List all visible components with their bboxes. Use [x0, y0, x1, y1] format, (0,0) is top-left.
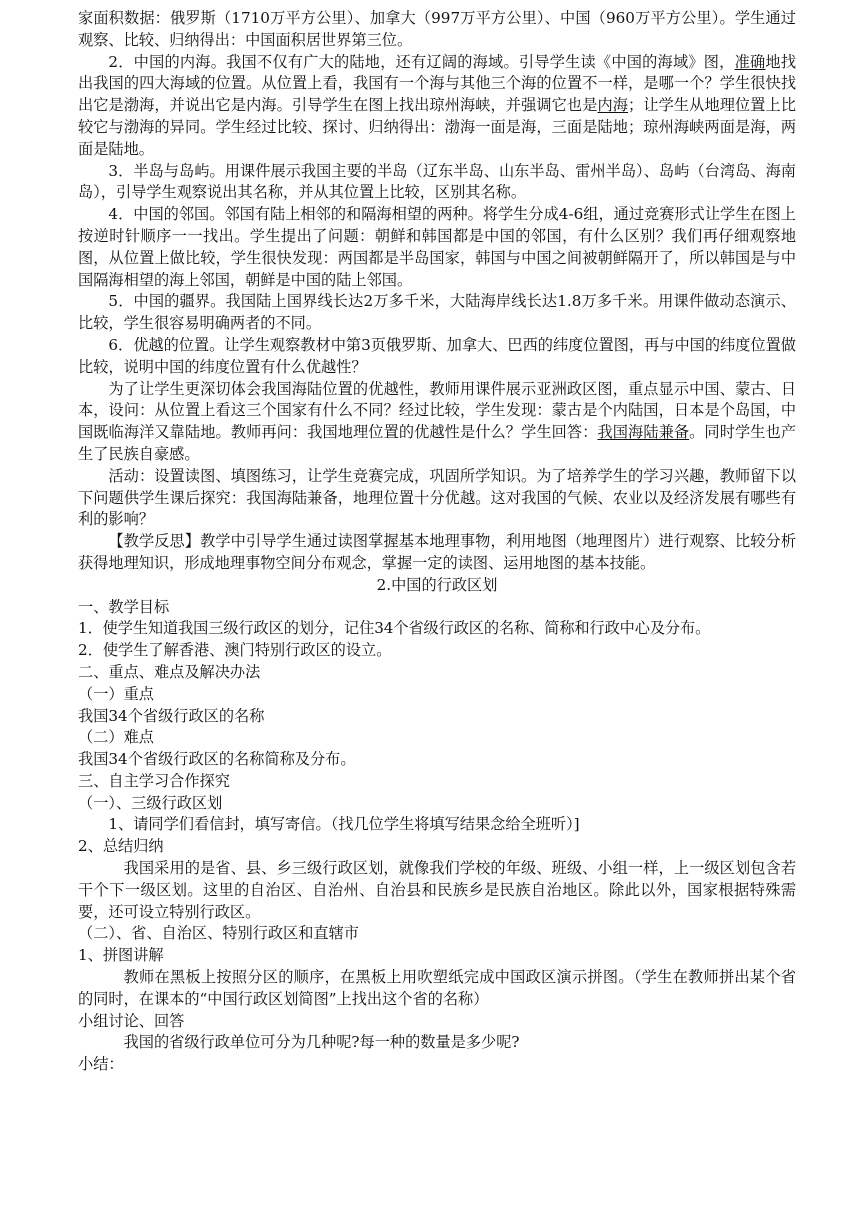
text-span: 地找出我国的四大海域的位置。从位置上看，我国有一个海与其他三个海的位置不一样，是哪一个？学生很快找出它是渤海，并说出它是内海。引导学生在图上找出琼州海峡，并强调它也是 [78, 52, 797, 115]
goal-2: 2．使学生了解香港、澳门特别行政区的设立。 [78, 641, 392, 660]
text-span: 为了让学生更深切体会我国海陆位置的优越性，教师用课件展示亚洲政区图，重点显示中国、蒙古、日本，设问：从位置上看这三个国家有什么不同？经过比较，学生发现：蒙古是个内陆国，日本是个岛国，中国既临海洋又靠陆地。教师再问：我国地理位置的优越性是什么？学生回答： [78, 379, 796, 442]
key-text: 我国34个省级行政区的名称 [78, 706, 265, 725]
step-envelope: 1、请同学们看信封，填写寄信。（找几位学生将填写结果念给全班听）] [108, 815, 580, 834]
step-puzzle-text: 教师在黑板上按照分区的顺序，在黑板上用吹塑纸完成中国政区演示拼图。（学生在教师拼出某个省的同时，在课本的“中国行政区划简图”上找出这个省的名称） [78, 968, 796, 1008]
text-span: 。同时学生也产生了民族自豪感。 [78, 423, 797, 463]
goal-1: 1．使学生知道我国三级行政区的划分，记住34个省级行政区的名称、简称和行政中心及分布。 [78, 619, 711, 638]
subheading-difficulty: （二）难点 [78, 728, 154, 747]
step-summary-text: 我国采用的是省、县、乡三级行政区划，就像我们学校的年级、班级、小组一样，上一级区划包含若干个下一级区划。这里的自治区、自治州、自治县和民族乡是民族自治地区。除此以外，国家根据特殊需要，还可设立特别行政区。 [78, 859, 796, 921]
section-title: 2.中国的行政区划 [376, 575, 498, 594]
paragraph-borders: 5．中国的疆界。我国陆上国界线长达2万多千米，大陆海岸线长达1.8万多千米。用课件做动态演示、比较，学生很容易明确两者的不同。 [78, 292, 796, 333]
text-span: ；让学生从地理位置上比较它与渤海的异同。学生经过比较、探讨、归纳得出：渤海一面是海，三面是陆地；琼州海峡两面是海，两面是陆地。 [78, 96, 797, 158]
heading-inquiry: 三、自主学习合作探究 [78, 771, 230, 790]
heading-key-points: 二、重点、难点及解决办法 [78, 662, 261, 681]
subheading-three-levels: （一）、三级行政区划 [78, 793, 223, 812]
underlined-text: 我国海陆兼备 [597, 423, 690, 442]
underlined-text: 内海 [597, 96, 629, 115]
paragraph-neighbors: 4．中国的邻国。邻国有陆上相邻的和隔海相望的两种。将学生分成4-6组，通过竞赛形式让学生在图上按逆时针顺序一一找出。学生提出了问题：朝鲜和韩国都是中国的邻国，有什么区别？我们再仔细观察地图，从位置上做比较，学生很快发现：两国都是半岛国家，韩国与中国之间被朝鲜隔开了，所以韩国是与中国隔海相望的海上邻国，朝鲜是中国的陆上邻国。 [78, 205, 796, 289]
subheading-provinces: （二）、省、自治区、特别行政区和直辖市 [78, 924, 359, 943]
discussion-text: 我国的省级行政单位可分为几种呢?每一种的数量是多少呢? [123, 1033, 520, 1052]
paragraph-inland-sea [78, 52, 796, 161]
paragraph-peninsula-island: 3．半岛与岛屿。用课件展示我国主要的半岛（辽东半岛、山东半岛、雷州半岛）、岛屿（台湾岛、海南岛），引导学生观察说出其名称，并从其位置上比较，区别其名称。 [78, 161, 796, 202]
discussion-heading: 小组讨论、回答 [78, 1011, 185, 1030]
paragraph-advantage [78, 379, 796, 466]
document-page [78, 8, 796, 1076]
step-puzzle-heading: 1、拼图讲解 [78, 946, 164, 965]
summary-label: 小结： [78, 1055, 124, 1074]
paragraph-reflection: 【教学反思】教学中引导学生通过读图掌握基本地理事物，利用地图（地理图片）进行观察、比较分析获得地理知识，形成地理事物空间分布观念，掌握一定的读图、运用地图的基本技能。 [78, 532, 796, 572]
heading-goals: 一、教学目标 [78, 597, 170, 616]
difficulty-text: 我国34个省级行政区的名称简称及分布。 [78, 750, 356, 769]
paragraph-location: 6．优越的位置。让学生观察教材中第3页俄罗斯、加拿大、巴西的纬度位置图，再与中国的纬度位置做比较，说明中国的纬度位置有什么优越性？ [78, 335, 796, 376]
subheading-key: （一）重点 [78, 684, 154, 703]
step-summary-heading: 2、总结归纳 [78, 837, 164, 856]
paragraph-area-data: 家面积数据：俄罗斯（1710万平方公里）、加拿大（997万平方公里）、中国（960万平方公里）。学生通过观察、比较、归纳得出：中国面积居世界第三位。 [78, 9, 796, 49]
paragraph-activity: 活动：设置读图、填图练习，让学生竞赛完成，巩固所学知识。为了培养学生的学习兴趣，教师留下以下问题供学生课后探究：我国海陆兼备，地理位置十分优越。这对我国的气候、农业以及经济发展有哪些有利的影响？ [78, 466, 796, 529]
underlined-text: 准确 [734, 52, 766, 71]
text-span: 2．中国的内海。我国不仅有广大的陆地，还有辽阔的海域。引导学生读《中国的海域》图， [108, 52, 735, 71]
